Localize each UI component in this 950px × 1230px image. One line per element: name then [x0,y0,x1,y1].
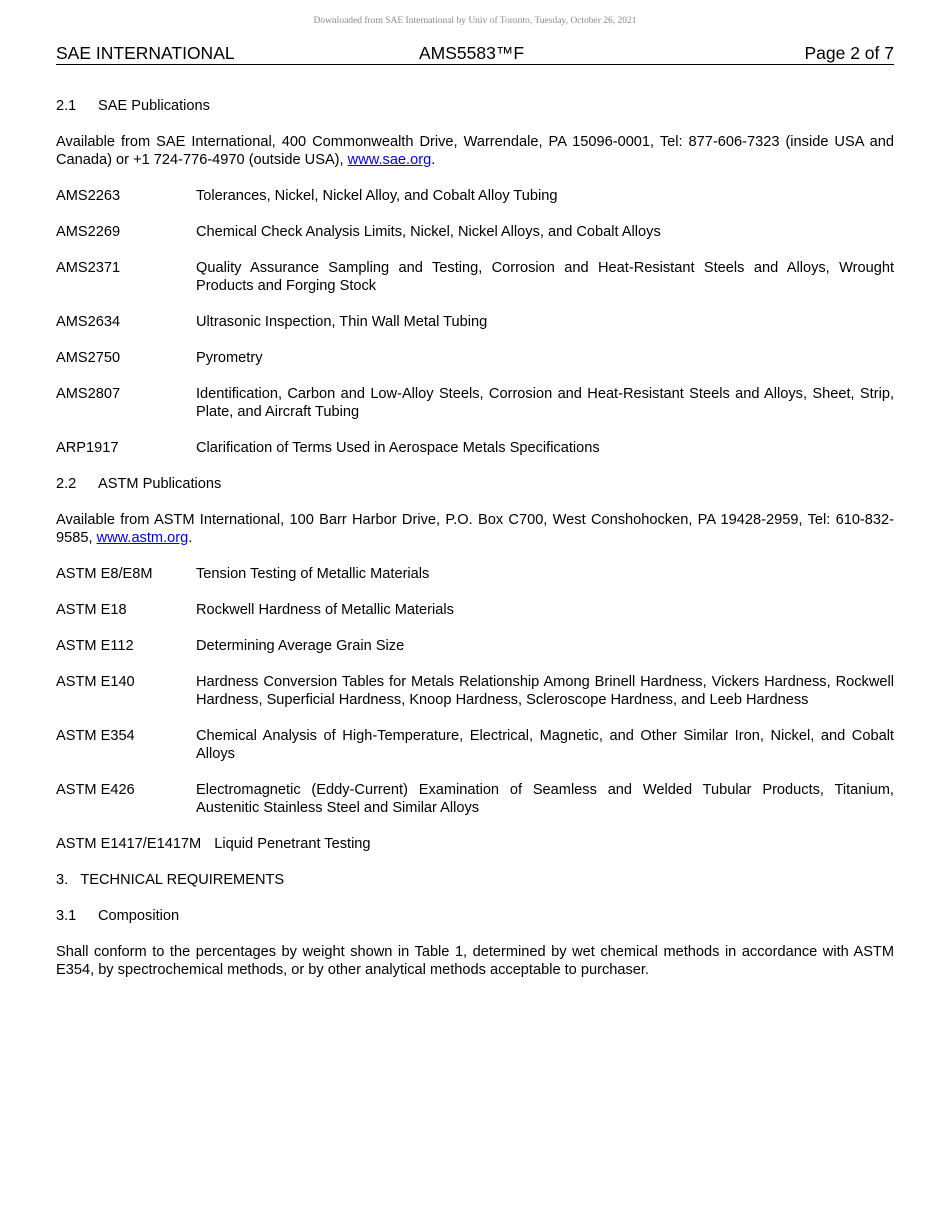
reference-entry [56,781,894,817]
reference-entry [56,637,894,655]
section-title: TECHNICAL REQUIREMENTS [80,872,285,888]
reference-entry [56,565,894,583]
page-header [56,43,894,65]
reference-title: Liquid Penetrant Testing [214,836,371,852]
section-number: 3.1 [56,908,77,924]
reference-code: ASTM E426 [56,782,135,798]
reference-code: ASTM E140 [56,674,135,690]
reference-title: Identification, Carbon and Low-Alloy Steels, Corrosion and Heat-Resistant Steels and Alloys, Sheet, Strip, Plate, and Aircraft Tubing [196,386,894,420]
availability-end: . [431,152,436,168]
header-doc-id: AMS5583™F [419,43,525,63]
download-watermark: Downloaded from SAE International by Univ of Toronto, Tuesday, October 26, 2021 [313,16,637,26]
reference-code: ASTM E112 [56,638,134,654]
section-title: SAE Publications [98,98,210,114]
sae-availability [56,133,894,169]
availability-text: Available from ASTM International, 100 Barr Harbor Drive, P.O. Box C700, West Conshohocken, PA 19428-2959, Tel: 610-832-9585, [56,512,894,546]
reference-title: Determining Average Grain Size [196,638,405,654]
reference-title: Chemical Check Analysis Limits, Nickel, Nickel Alloys, and Cobalt Alloys [196,224,661,240]
document-body [56,97,894,997]
reference-code: ASTM E18 [56,602,127,618]
header-page-number: Page 2 of 7 [804,43,894,63]
reference-title: Quality Assurance Sampling and Testing, Corrosion and Heat-Resistant Steels and Alloys, Wrought Products and Forging Stock [196,260,894,294]
reference-title: Hardness Conversion Tables for Metals Relationship Among Brinell Hardness, Vickers Hardness, Rockwell Hardness, Superficial Hardness, Knoop Hardness, Scleroscope Hardness, and Leeb Hardness [196,674,894,708]
reference-code: AMS2263 [56,188,121,204]
reference-entry [56,223,894,241]
reference-title: Chemical Analysis of High-Temperature, Electrical, Magnetic, and Other Similar Iron, Nickel, and Cobalt Alloys [196,728,894,762]
section-heading-astm [56,475,894,493]
reference-entry [56,385,894,421]
reference-entry [56,673,894,709]
section-heading-composition [56,907,894,925]
reference-code: ARP1917 [56,440,119,456]
availability-text: Available from SAE International, 400 Commonwealth Drive, Warrendale, PA 15096-0001, Tel: 877-606-7323 (inside USA and Canada) or +1 724-776-4970 (outside USA), [56,134,894,168]
reference-code: ASTM E8/E8M [56,566,153,582]
reference-entry [56,835,894,853]
composition-text: Shall conform to the percentages by weight shown in Table 1, determined by wet chemical methods in accordance with ASTM E354, by spectrochemical methods, or by other analytical methods acceptable to purchaser. [56,944,894,978]
section-heading-technical [56,871,894,889]
astm-availability [56,511,894,547]
section-number: 3. [56,872,69,888]
reference-entry [56,601,894,619]
reference-title: Ultrasonic Inspection, Thin Wall Metal Tubing [196,314,488,330]
section-number: 2.1 [56,98,77,114]
reference-entry [56,727,894,763]
section-title: ASTM Publications [98,476,222,492]
astm-website-link[interactable]: www.astm.org [96,530,189,546]
reference-entry [56,349,894,367]
reference-entry [56,187,894,205]
header-org: SAE INTERNATIONAL [56,43,235,63]
reference-entry [56,313,894,331]
section-title: Composition [98,908,180,924]
reference-title: Pyrometry [196,350,263,366]
availability-end: . [188,530,193,546]
reference-title: Tolerances, Nickel, Nickel Alloy, and Cobalt Alloy Tubing [196,188,558,204]
reference-code: AMS2269 [56,224,121,240]
reference-entry [56,259,894,295]
reference-title: Electromagnetic (Eddy-Current) Examination of Seamless and Welded Tubular Products, Titanium, Austenitic Stainless Steel and Similar Alloys [196,782,894,816]
sae-website-link[interactable]: www.sae.org [347,152,432,168]
reference-code: AMS2634 [56,314,121,330]
reference-title: Tension Testing of Metallic Materials [196,566,430,582]
section-heading-sae [56,97,894,115]
reference-title: Rockwell Hardness of Metallic Materials [196,602,454,618]
reference-entry [56,439,894,457]
reference-title: Clarification of Terms Used in Aerospace Metals Specifications [196,440,600,456]
reference-code: ASTM E1417/E1417M [56,836,202,852]
section-number: 2.2 [56,476,77,492]
reference-code: AMS2807 [56,386,121,402]
reference-code: ASTM E354 [56,728,135,744]
reference-code: AMS2371 [56,260,121,276]
reference-code: AMS2750 [56,350,121,366]
